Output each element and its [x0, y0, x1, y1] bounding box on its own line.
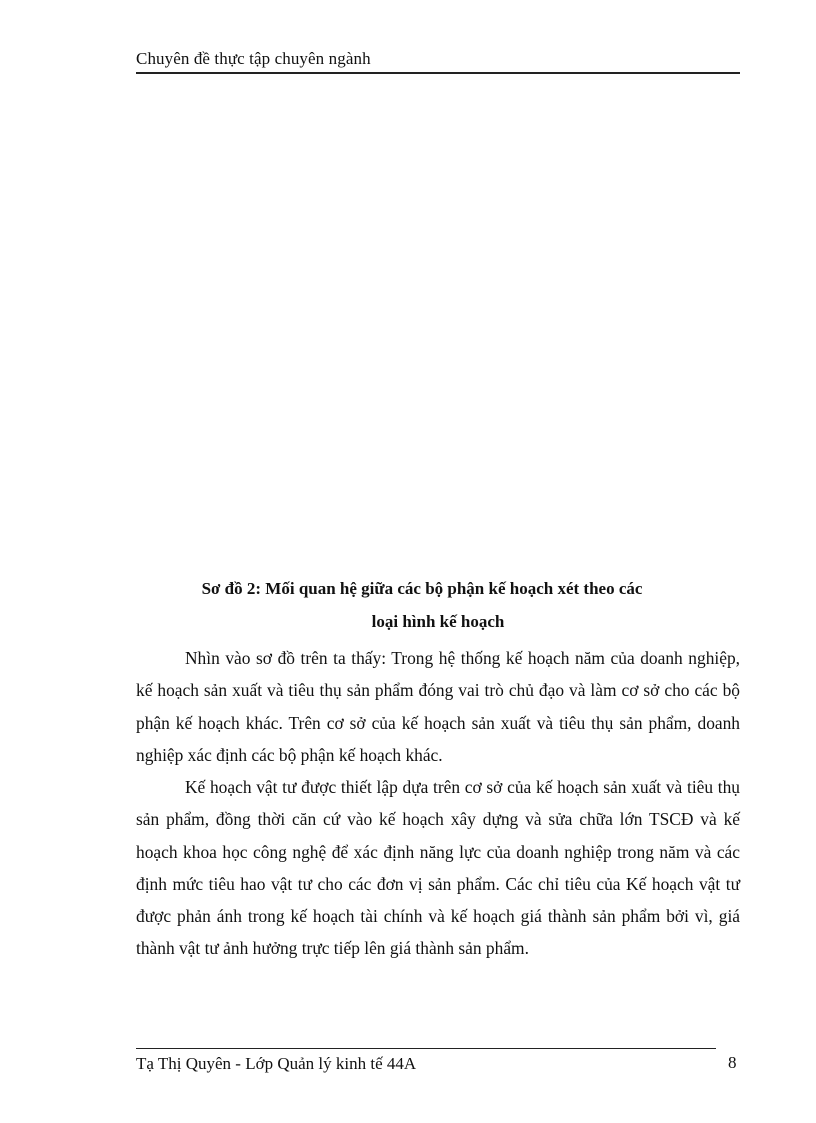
footer-divider — [136, 1048, 716, 1049]
page-header — [136, 48, 740, 74]
figure-caption-line-1: Sơ đồ 2: Mối quan hệ giữa các bộ phận kế hoạch xét theo các — [201, 579, 643, 598]
footer-author: Tạ Thị Quyên - Lớp Quản lý kinh tế 44A — [136, 1054, 417, 1073]
paragraph-2-block — [136, 771, 740, 965]
paragraph: Kế hoạch vật tư được thiết lập dựa trên cơ sở của kế hoạch sản xuất và tiêu thụ sản phẩm, đồng thời căn cứ vào kế hoạch xây dựng và sửa chữa lớn TSCĐ và kế hoạch khoa học công nghệ để xác định năng lực của doanh nghiệp trong năm và các định mức tiêu hao vật tư cho các đơn vị sản phẩm. Các chỉ tiêu của Kế hoạch vật tư được phản ánh trong kế hoạch tài chính và kế hoạch giá thành sản phẩm bởi vì, giá thành vật tư ảnh hưởng trực tiếp lên giá thành sản phẩm. — [136, 777, 740, 959]
paragraph: Nhìn vào sơ đồ trên ta thấy: Trong hệ thống kế hoạch năm của doanh nghiệp, kế hoạch sản xuất và tiêu thụ sản phẩm đóng vai trò chủ đạo và làm cơ sở cho các bộ phận kế hoạch khác. Trên cơ sở của kế hoạch sản xuất và tiêu thụ sản phẩm, doanh nghiệp xác định các bộ phận kế hoạch khác. — [136, 648, 740, 765]
header-title: Chuyên đề thực tập chuyên ngành — [136, 49, 371, 68]
figure-caption-line-2: loại hình kế hoạch — [371, 612, 505, 631]
page-number: 8 — [728, 1053, 737, 1072]
paragraph-1-block — [136, 642, 740, 771]
